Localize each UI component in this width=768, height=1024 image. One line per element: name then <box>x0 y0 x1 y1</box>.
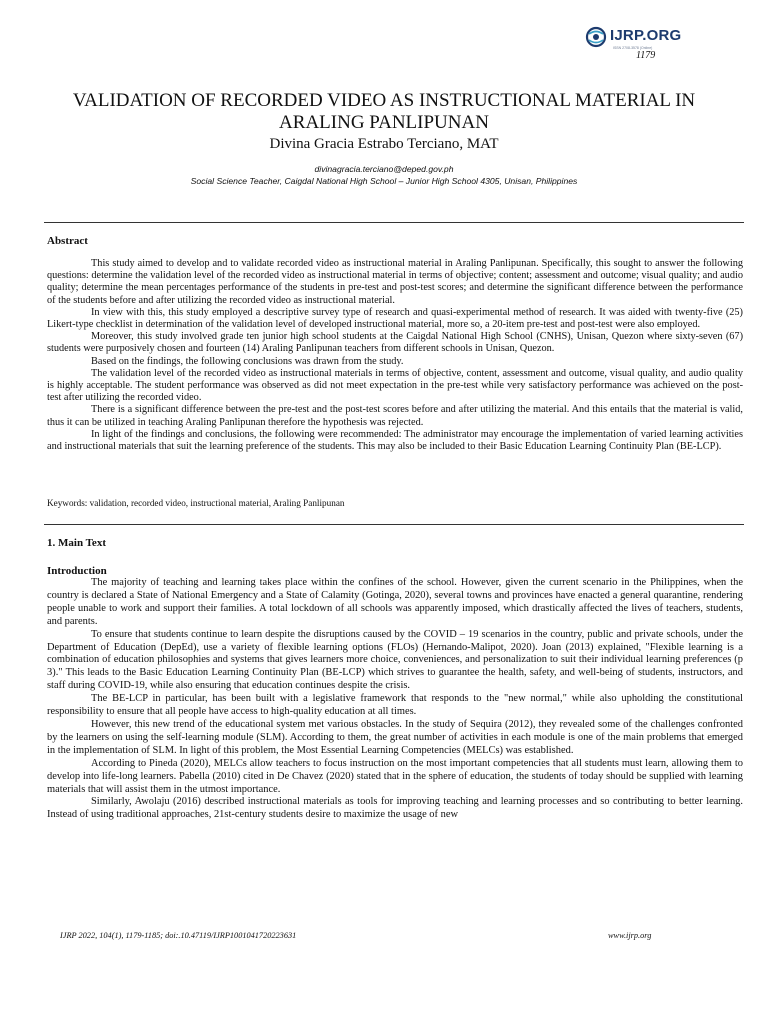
main-text-body <box>47 577 743 822</box>
paper-title: VALIDATION OF RECORDED VIDEO AS INSTRUCTIONAL MATERIAL IN ARALING PANLIPUNAN <box>72 90 696 133</box>
logo-text: IJRP.ORG <box>610 27 682 44</box>
abstract-body <box>47 258 743 453</box>
footer-citation: IJRP 2022, 104(1), 1179-1185; doi:.10.47119/IJRP1001041720223631 <box>60 931 297 940</box>
abstract-paragraph: In light of the findings and conclusions, the following were recommended: The administrator may encourage the implementation of varied learning activities and instructional materials that suit the learning preference of the students. This may also be included to their Basic Education Learning Continuity Plan (BE-LCP). <box>47 428 743 453</box>
section-heading: 1. Main Text <box>47 537 106 549</box>
body-paragraph: According to Pineda (2020), MELCs allow teachers to focus instruction on the most important competencies that all students must learn, allowing them to develop into life-long learners. Pabella (2010) cited in De Chavez (2020) stated that in the sphere of education, the students of today should be supplied with learning materials that will assist them in the utmost importance. <box>47 757 743 795</box>
author-name: Divina Gracia Estrabo Terciano, MAT <box>269 136 499 152</box>
body-paragraph: Similarly, Awolaju (2016) described instructional materials as tools for improving teaching and learning processes and so contributing to better learning. Instead of using traditional approaches, 21st-century students desire to maximize the usage of new <box>47 796 743 821</box>
journal-logo <box>585 26 695 48</box>
page-number: 1179 <box>636 50 656 61</box>
abstract-paragraph: Based on the findings, the following conclusions was drawn from the study. <box>91 355 404 367</box>
divider <box>44 524 744 525</box>
body-paragraph: The BE-LCP in particular, has been built with a legislative framework that responds to the "new normal," while also upholding the constitutional responsibility to ensure that all people have access to high-quality education at all times. <box>47 693 743 718</box>
keywords: Keywords: validation, recorded video, instructional material, Araling Panlipunan <box>47 498 345 508</box>
body-paragraph: To ensure that students continue to learn despite the disruptions caused by the COVID – 19 scenarios in the country, public and private schools, under the Department of Education (DepEd), use a variety of flexible learning options (FLOs) (Hernando-Malipot, 2020). Joan (2013) explained, "Flexible learning is a combination of education philosophies and systems that gives learners more choice, conveniences, and personalization to suit their individual learning preferences (p 3)." This leads to the Basic Education Learning Continuity Plan (BE-LCP) which strives to guarantee the health, safety, and well-being of students, instructors, and staff during COVID-19, while also ensuring that education continues despite the crisis. <box>47 628 743 692</box>
globe-icon <box>585 26 607 48</box>
body-paragraph: The majority of teaching and learning takes place within the confines of the school. However, given the current scenario in the Philippines, when the country is declared a State of National Emergency and a State of Calamity (Gotinga, 2020), several towns and provinces have enacted a general quarantine, rendering people unable to work and support their families. A total lockdown of all schools was apparently imposed, which drastically affected the lives of teachers, students, and parents. <box>47 577 743 627</box>
author-email[interactable]: divinagracia.terciano@deped.gov.ph <box>314 164 454 174</box>
divider <box>44 222 744 223</box>
subsection-heading: Introduction <box>47 565 107 577</box>
abstract-heading: Abstract <box>47 235 88 247</box>
abstract-paragraph: Moreover, this study involved grade ten junior high school students at the Caigdal National High School (CNHS), Unisan, Quezon where sixty-seven (67) students were purposively chosen and fourteen (14) Araling Panlipunan teachers from different schools in Unisan, Quezon. <box>47 331 743 355</box>
abstract-paragraph: There is a significant difference between the pre-test and the post-test scores before and after utilizing the material. And this entails that the material is valid, thus it can be utilized in teaching Araling Panlipunan therefore the hypothesis was rejected. <box>47 404 743 428</box>
abstract-paragraph: In view with this, this study employed a descriptive survey type of research and quasi-experimental method of research. It was aided with twenty-five (25) Likert-type checklist in determination of the validation level of developed instructional material, more so, a 20-item pre-test and post-test were also employed. <box>47 306 743 331</box>
abstract-paragraph: The validation level of the recorded video as instructional materials in terms of objective, content, assessment and outcome, visual quality, and audio quality is highly acceptable. The student performance was observed as did not meet expectation in the pre-test while very satisfactory performance was achieved on the post-test after utilizing the recorded video. <box>47 367 743 404</box>
body-paragraph: However, this new trend of the educational system met various obstacles. In the study of Sequira (2012), they revealed some of the challenges confronted by the learners on using the self-learning module (SLM). According to them, the great number of activities in each module is one of the main problems that emerged in the implementation of SLM. In light of this problem, the Most Essential Learning Competencies (MELCs) was established. <box>47 718 743 756</box>
logo-subtext: ISSN 2708-3578 (Online) <box>613 46 653 50</box>
author-affiliation: Social Science Teacher, Caigdal National High School – Junior High School 4305, Unisan, Philippines <box>190 176 578 186</box>
footer-website[interactable]: www.ijrp.org <box>608 931 652 940</box>
abstract-paragraph: This study aimed to develop and to validate recorded video as instructional material in Araling Panlipunan. Specifically, this sought to answer the following questions: determine the validation level of the recorded video as instructional material in terms of objective; content; assessment and outcome; visual quality; and audio quality; determine the mean percentages performance of the students in pre-test and post-test scores; and determine the significant difference between the performance of the students before and after utilizing the recorded video as instructional material. <box>47 258 743 306</box>
